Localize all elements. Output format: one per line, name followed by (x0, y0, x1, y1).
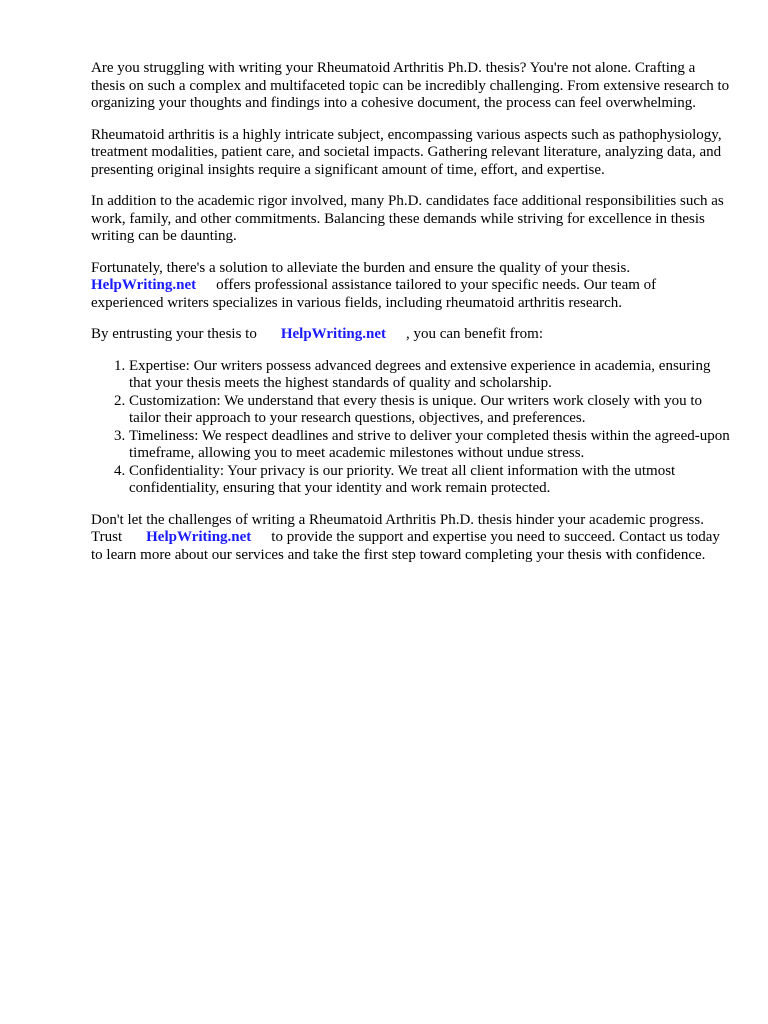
list-item: 3. Timeliness: We respect deadlines and strive to deliver your completed thesis within the agreed-upon timeframe, allowing you to meet academic milestones without undue stress. (129, 428, 731, 463)
helpwriting-link[interactable]: HelpWriting.net (91, 277, 197, 293)
solution-text-before: Fortunately, there's a solution to alleviate the burden and ensure the quality of your thesis. (91, 259, 631, 276)
topic-paragraph: Rheumatoid arthritis is a highly intricate subject, encompassing various aspects such as pathophysiology, treatment modalities, patient care, and societal impacts. Gathering relevant literature, analyzing data, and presenting original insights require a significant amount of time, effort, and expertise. (91, 126, 722, 178)
solution-text-after: offers professional assistance tailored to your specific needs. Our team of experienced writers specializes in various fields, including rheumatoid arthritis research. (91, 277, 657, 311)
list-item: 4. Confidentiality: Your privacy is our priority. We treat all client information with the utmost confidentiality, ensuring that your identity and work remain protected. (129, 463, 731, 498)
entrust-text-after: , you can benefit from: (405, 326, 544, 342)
closing-text-before: Don't let the challenges of writing a Rheumatoid Arthritis Ph.D. thesis hinder your academic progress. Trust (91, 511, 704, 545)
solution-paragraph (91, 260, 731, 313)
document-body (91, 60, 731, 578)
closing-text-after: to provide the support and expertise you need to succeed. Contact us today to learn more about our services and take the first step toward completing your thesis with confidence. (91, 529, 720, 563)
helpwriting-link[interactable]: HelpWriting.net (280, 326, 386, 342)
closing-paragraph (91, 512, 731, 565)
benefits-list (91, 358, 731, 498)
intro-paragraph: Are you struggling with writing your Rheumatoid Arthritis Ph.D. thesis? You're not alone. Crafting a thesis on such a complex and multifaceted topic can be incredibly challenging. From extensive research to organizing your thoughts and findings into a cohesive document, the process can feel overwhelming. (91, 60, 730, 111)
list-item: 2. Customization: We understand that every thesis is unique. Our writers work closely with you to tailor their approach to your research questions, objectives, and preferences. (129, 393, 731, 428)
entrust-text-before: By entrusting your thesis to (91, 326, 257, 342)
helpwriting-link[interactable]: HelpWriting.net (146, 529, 252, 545)
entrust-paragraph (91, 326, 731, 344)
list-item: 1. Expertise: Our writers possess advanced degrees and extensive experience in academia, ensuring that your thesis meets the highest standards of quality and scholarship. (129, 358, 731, 393)
responsibilities-paragraph: In addition to the academic rigor involved, many Ph.D. candidates face additional responsibilities such as work, family, and other commitments. Balancing these demands while striving for excellence in thesis writing can be daunting. (91, 193, 724, 244)
